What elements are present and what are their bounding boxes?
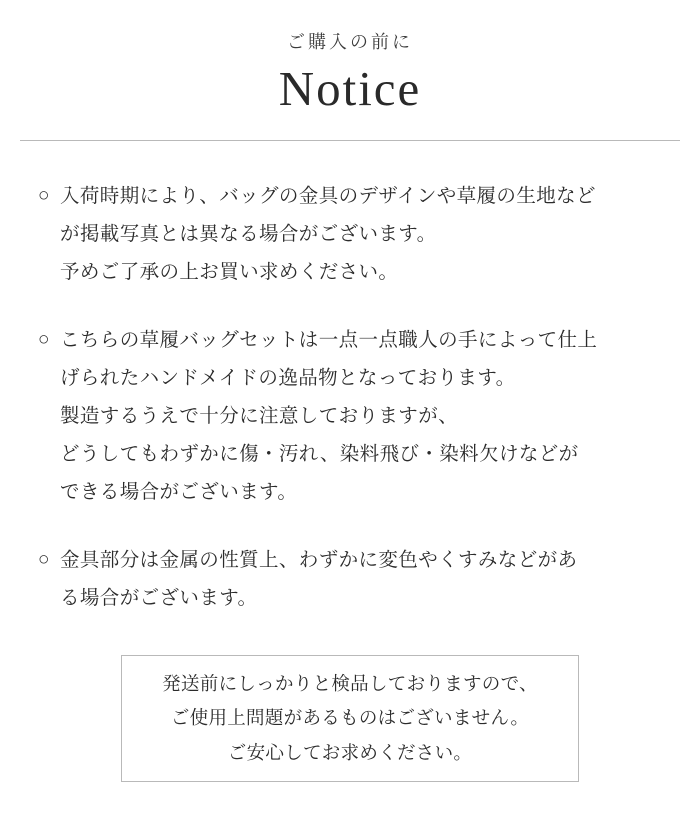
inspection-notice-box	[121, 655, 579, 782]
note-text	[60, 541, 668, 617]
list-item	[38, 177, 668, 291]
page-subtitle: ご購入の前に	[287, 32, 413, 52]
note-line: できる場合がございます。	[60, 480, 298, 503]
notes-list	[0, 141, 700, 617]
bullet-circle-icon: ○	[38, 328, 50, 350]
page-title: Notice	[278, 61, 422, 117]
bullet-circle-icon: ○	[38, 548, 50, 570]
note-line: げられたハンドメイドの逸品物となっております。	[60, 366, 516, 389]
note-line: 入荷時期により、バッグの金具のデザインや草履の生地など	[60, 184, 596, 207]
note-line: が掲載写真とは異なる場合がございます。	[60, 222, 437, 245]
notice-box-line: ご安心してお求めください。	[227, 741, 473, 763]
notice-box-line: 発送前にしっかりと検品しておりますので、	[162, 673, 538, 695]
note-line: こちらの草履バッグセットは一点一点職人の手によって仕上	[60, 328, 598, 351]
note-line: 予めご了承の上お買い求めください。	[60, 260, 399, 283]
note-line: 金具部分は金属の性質上、わずかに変色やくすみなどがあ	[60, 548, 578, 571]
page-header	[0, 0, 700, 141]
note-line: どうしてもわずかに傷・汚れ、染料飛び・染料欠けなどが	[60, 442, 579, 465]
notice-box-line: ご使用上問題があるものはございません。	[170, 707, 530, 729]
note-line: る場合がございます。	[60, 586, 258, 609]
note-text	[60, 177, 668, 291]
bullet-circle-icon: ○	[38, 184, 50, 206]
list-item	[38, 541, 668, 617]
note-line: 製造するうえで十分に注意しておりますが、	[60, 404, 459, 427]
list-item	[38, 321, 668, 511]
note-text	[60, 321, 668, 511]
